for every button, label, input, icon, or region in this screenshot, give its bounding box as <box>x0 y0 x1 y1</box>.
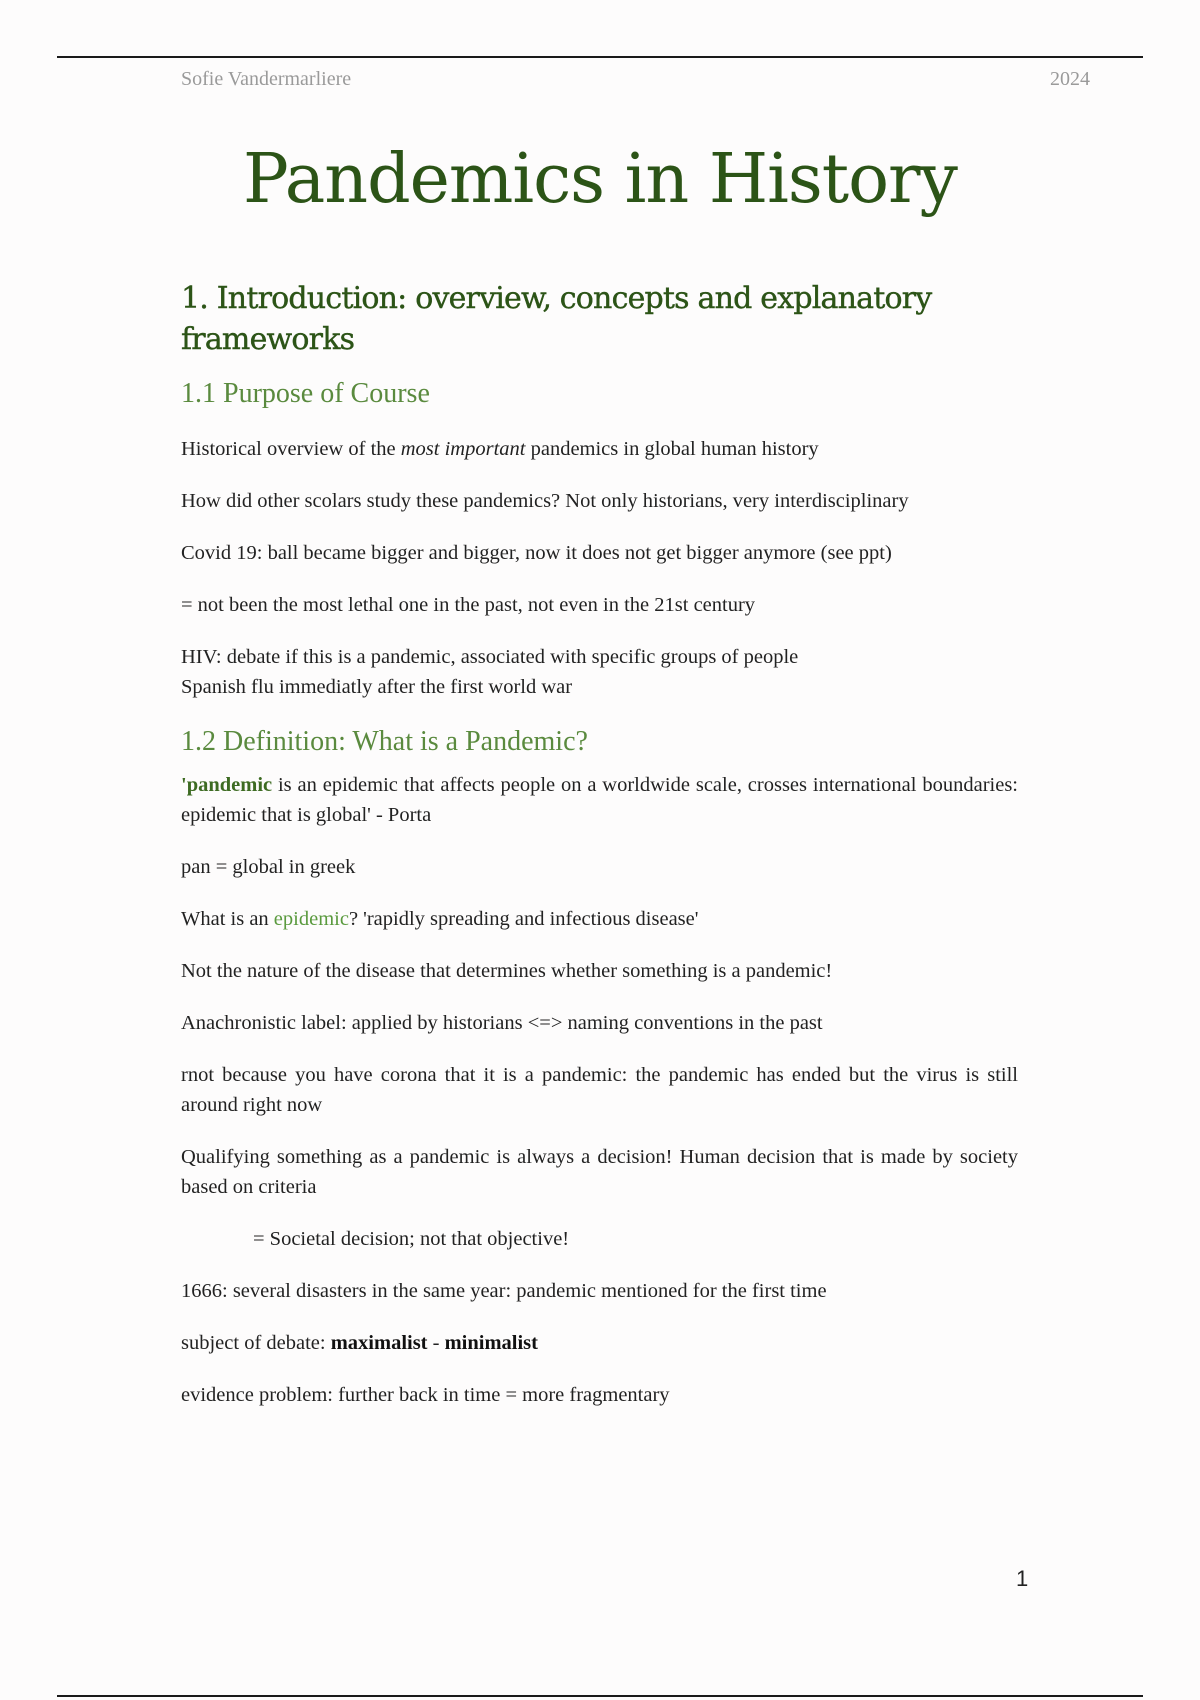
paragraph-definition <box>181 770 1018 830</box>
paragraph-spanish-flu: Spanish flu immediatly after the first world war <box>181 676 573 698</box>
document-title: Pandemics in History <box>243 140 957 219</box>
text-span: pandemics in global human history <box>525 438 819 460</box>
paragraph-lethal: = not been the most lethal one in the past, not even in the 21st century <box>181 594 756 616</box>
bottom-rule <box>57 1695 1143 1697</box>
text-span: ? 'rapidly spreading and infectious disease' <box>348 908 699 930</box>
paragraph-covid: Covid 19: ball became bigger and bigger, now it does not get bigger anymore (see ppt) <box>181 542 892 564</box>
paragraph-societal: = Societal decision; not that objective! <box>253 1228 570 1250</box>
term-minimalist: minimalist <box>444 1332 538 1354</box>
top-rule <box>57 56 1143 58</box>
term-pandemic: 'pandemic <box>181 774 273 796</box>
page-number: 1 <box>1016 1566 1029 1591</box>
text-span: is an epidemic that affects people on a worldwide scale, crosses international boundaries: epidemic that is global' - Porta <box>181 774 1018 826</box>
text-span: What is an <box>181 908 274 930</box>
text-span: subject of debate: <box>181 1332 331 1354</box>
paragraph-corona: rnot because you have corona that it is a pandemic: the pandemic has ended but the virus is still around right now <box>181 1064 1018 1116</box>
paragraph-scholars: How did other scolars study these pandemics? Not only historians, very interdisciplinary <box>181 490 909 512</box>
text-span: - <box>427 1332 445 1354</box>
section-1-heading: 1. Introduction: overview, concepts and explanatory frameworks <box>181 281 932 357</box>
term-epidemic: epidemic <box>273 908 349 930</box>
paragraph-1666: 1666: several disasters in the same year: pandemic mentioned for the first time <box>181 1280 827 1302</box>
paragraph-nature: Not the nature of the disease that determines whether something is a pandemic! <box>181 960 833 982</box>
paragraph-overview <box>181 434 1018 464</box>
section-1-1-heading: 1.1 Purpose of Course <box>181 378 430 409</box>
paragraph-epidemic <box>181 904 1018 934</box>
paragraph-pan: pan = global in greek <box>181 856 356 878</box>
emphasis-text: most important <box>400 438 526 460</box>
section-1-2-heading: 1.2 Definition: What is a Pandemic? <box>181 726 588 757</box>
paragraph-debate <box>181 1328 1018 1358</box>
header-year: 2024 <box>1050 68 1090 90</box>
text-span: Historical overview of the <box>181 438 401 460</box>
paragraph-evidence: evidence problem: further back in time = more fragmentary <box>181 1384 670 1406</box>
document-body <box>181 278 1018 1432</box>
paragraph-qualifying: Qualifying something as a pandemic is always a decision! Human decision that is made by society based on criteria <box>181 1146 1018 1198</box>
paragraph-anachronistic: Anachronistic label: applied by historians <=> naming conventions in the past <box>181 1012 823 1034</box>
term-maximalist: maximalist <box>330 1332 428 1354</box>
paragraph-hiv: HIV: debate if this is a pandemic, associated with specific groups of people <box>181 646 799 668</box>
header-author: Sofie Vandermarliere <box>181 68 352 90</box>
